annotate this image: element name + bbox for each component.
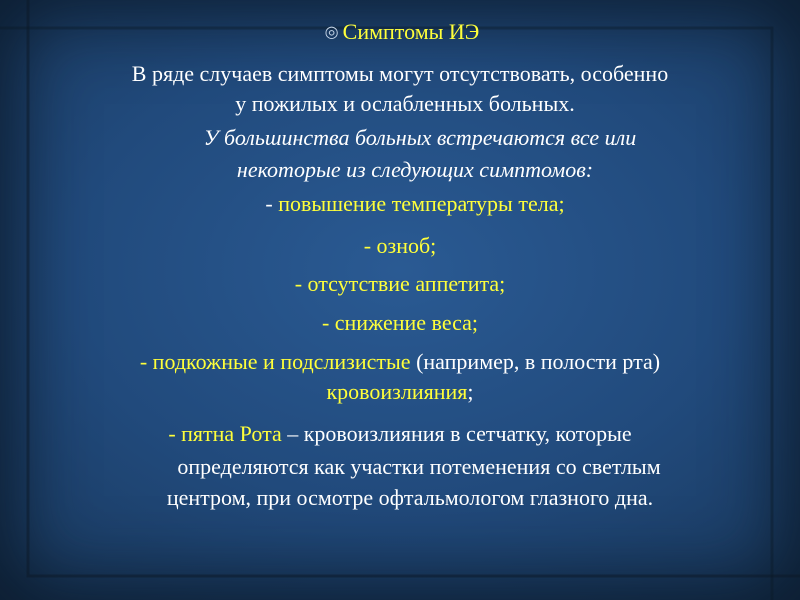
- symptom-weight: - снижение веса;: [321, 310, 479, 335]
- symptom-hemorrhage-word: кровоизлияния: [326, 379, 468, 404]
- symptom-hemorrhage: [0, 348, 800, 376]
- symptom-hemorrhage-example: (например, в полости рта): [410, 349, 661, 374]
- slide-title: [0, 18, 800, 47]
- intro-line-2: у пожилых и ослабленных больных.: [235, 91, 575, 116]
- majority-line-1: У большинства больных встречаются все или: [203, 125, 637, 150]
- symptom-chills: - озноб;: [363, 233, 437, 258]
- symptom-roth-line-2: определяются как участки потеменения со светлым: [177, 454, 661, 479]
- symptom-fever-dash: -: [265, 191, 279, 216]
- symptom-fever-text: повышение температуры тела;: [278, 191, 565, 216]
- symptom-fever: [0, 190, 800, 218]
- symptom-hemorrhage-label: - подкожные и подслизистые: [139, 349, 411, 374]
- symptom-hemorrhage-semicolon: ;: [467, 379, 474, 404]
- intro-line-1: В ряде случаев симптомы могут отсутствовать, особенно: [131, 61, 669, 86]
- symptom-roth-label: - пятна Рота: [168, 421, 282, 446]
- title-text: Симптомы ИЭ: [342, 19, 480, 44]
- symptom-roth-line-3: центром, при осмотре офтальмологом глазного дна.: [166, 485, 654, 510]
- majority-line-2: некоторые из следующих симптомов:: [236, 157, 594, 182]
- symptom-hemorrhage-line-2: [0, 378, 800, 406]
- target-bullet-icon: ◎: [324, 24, 339, 41]
- symptom-roth-desc: – кровоизлияния в сетчатку, которые: [281, 421, 632, 446]
- symptom-appetite: - отсутствие аппетита;: [294, 271, 506, 296]
- symptom-roth: [0, 420, 800, 448]
